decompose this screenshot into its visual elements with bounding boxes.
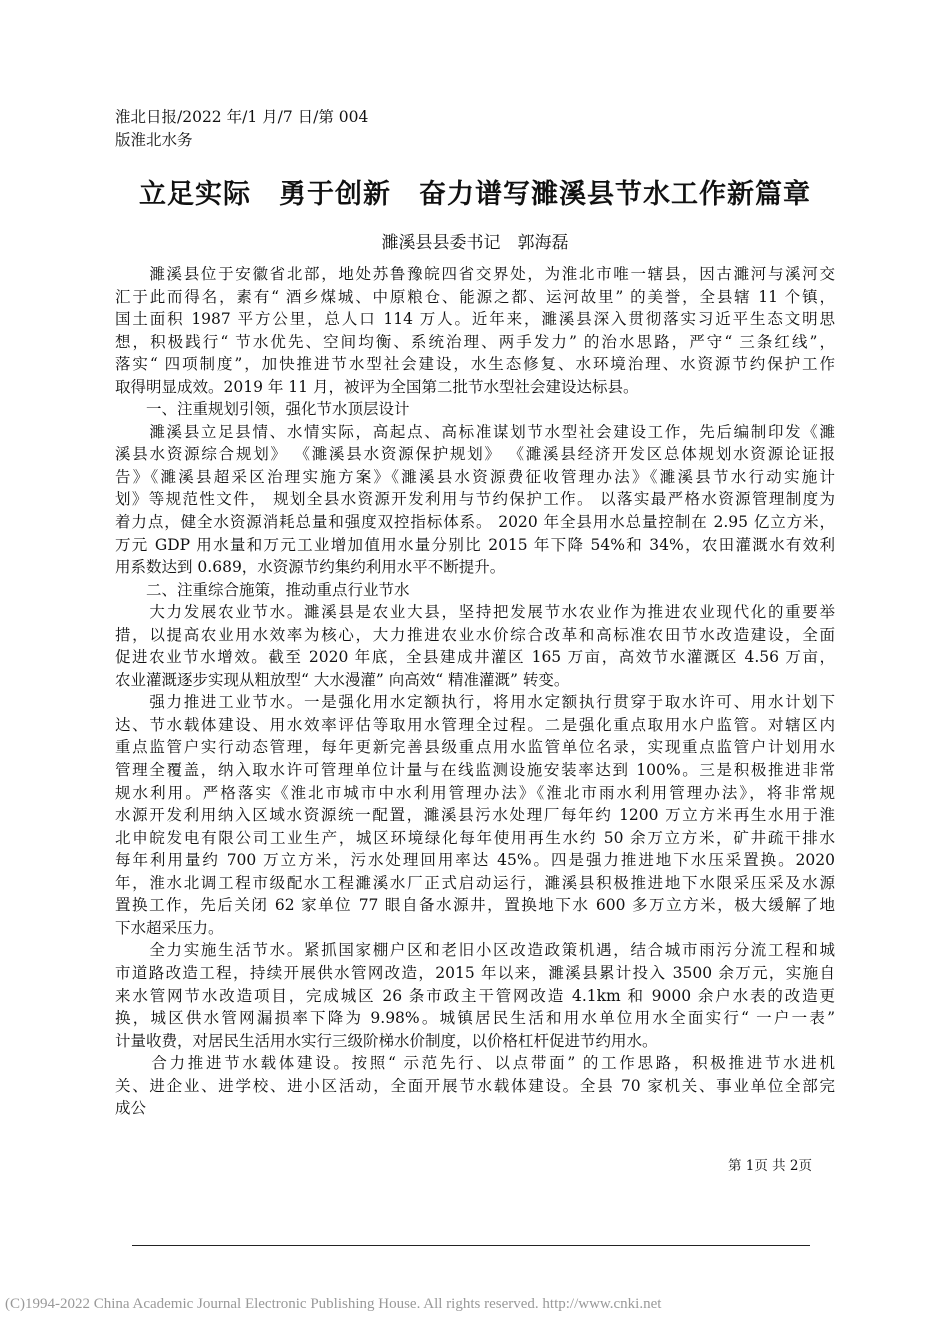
text-line: 合力推进节水载体建设。按照“ 示范先行、以点带面” 的工作思路，积极推进节水进机 bbox=[115, 1054, 835, 1073]
text-line: 市道路改造工程，持续开展供水管网改造，2015 年以来，濉溪县累计投入 3500 余万元，实施自 bbox=[115, 963, 835, 982]
article-title: 立足实际 勇于创新 奋力谱写濉溪县节水工作新篇章 bbox=[139, 179, 811, 210]
text-line: 水源开发利用纳入区域水资源统一配置，濉溪县污水处理厂每年约 1200 万立方米再生水用于淮 bbox=[115, 806, 835, 825]
text-line: 二、注重综合施策，推动重点行业节水 bbox=[115, 580, 410, 599]
text-line: 北申皖发电有限公司工业生产，城区环境绿化每年使用再生水约 50 余万立方米，矿井疏干排水 bbox=[115, 828, 835, 847]
text-line: 措，以提高农业用水效率为核心，大力推进农业水价综合改革和高标准农田节水改造建设，全面 bbox=[115, 625, 835, 644]
text-line: 置换工作，先后关闭 62 家单位 77 眼自备水源井，置换地下水 600 多万立方米，极大缓解了地 bbox=[115, 896, 835, 915]
paragraph bbox=[115, 421, 835, 579]
text-line: 达、节水载体建设、用水效率评估等取用水管理全过程。二是强化重点取用水户监管。对辖区内 bbox=[115, 715, 835, 734]
text-line: 年，淮水北调工程市级配水工程濉溪水厂正式启动运行，濉溪县积极推进地下水限采压采及水源 bbox=[115, 873, 835, 892]
text-line: 关、进企业、进学校、进小区活动，全面开展节水载体建设。全县 70 家机关、事业单位全部完 bbox=[115, 1076, 835, 1095]
text-line: 大力发展农业节水。濉溪县是农业大县，坚持把发展节水农业作为推进农业现代化的重要举 bbox=[115, 603, 835, 622]
paragraph bbox=[115, 1052, 835, 1120]
source-line-2: 版淮北水务 bbox=[115, 131, 193, 149]
text-line: 促进农业节水增效。截至 2020 年底，全县建成井灌区 165 万亩，高效节水灌溉区 4.56 万亩， bbox=[115, 648, 835, 667]
text-line: 着力点，健全水资源消耗总量和强度双控指标体系。 2020 年全县用水总量控制在 2.95 亿立方米， bbox=[115, 513, 835, 532]
paragraph bbox=[115, 691, 835, 939]
text-line: 换，城区供水管网漏损率下降为 9.98%。城镇居民生活和用水单位用水全面实行“ 一户一表” bbox=[115, 1009, 835, 1028]
text-line: 濉溪县位于安徽省北部，地处苏鲁豫皖四省交界处，为淮北市唯一辖县，因古濉河与溪河交 bbox=[115, 265, 835, 283]
text-line: 取得明显成效。2019 年 11 月，被评为全国第二批节水型社会建设达标县。 bbox=[115, 377, 639, 396]
text-line: 管理全覆盖，纳入取水许可管理单位计量与在线监测设施安装率达到 100%。三是积极推进非常 bbox=[115, 761, 835, 780]
text-line: 计量收费，对居民生活用水实行三级阶梯水价制度，以价格杠杆促进节约用水。 bbox=[115, 1031, 658, 1050]
paragraph bbox=[115, 579, 835, 602]
paragraph bbox=[115, 398, 835, 421]
paragraph bbox=[115, 601, 835, 691]
text-line: 汇于此而得名，素有“ 酒乡煤城、中原粮仓、能源之都、运河故里” 的美誉，全县辖 11 个镇， bbox=[115, 287, 835, 306]
footer-divider bbox=[132, 1245, 810, 1246]
text-line: 濉溪县立足县情、水情实际，高起点、高标准谋划节水型社会建设工作，先后编制印发《濉 bbox=[115, 422, 835, 441]
text-line: 划》等规范性文件， 规划全县水资源开发利用与节约保护工作。 以落实最严格水资源管理制度为 bbox=[115, 490, 835, 509]
article-author: 濉溪县县委书记 郭海磊 bbox=[381, 233, 569, 253]
text-line: 农业灌溉逐步实现从粗放型“ 大水漫灌” 向高效“ 精准灌溉” 转变。 bbox=[115, 670, 570, 689]
text-line: 强力推进工业节水。一是强化用水定额执行，将用水定额执行贯穿于取水许可、用水计划下 bbox=[115, 693, 835, 712]
page-number: 第 1页 共 2页 bbox=[727, 1158, 812, 1174]
text-line: 落实“ 四项制度”，加快推进节水型社会建设，水生态修复、水环境治理、水资源节约保护工作 bbox=[115, 355, 835, 374]
text-line: 溪县水资源综合规划》 《濉溪县水资源保护规划》 《濉溪县经济开发区总体规划水资源论证报 bbox=[115, 445, 835, 464]
text-line: 下水超采压力。 bbox=[115, 918, 224, 937]
text-line: 国土面积 1987 平方公里，总人口 114 万人。近年来，濉溪县深入贯彻落实习近平生态文明思 bbox=[115, 310, 835, 329]
text-line: 成公 bbox=[115, 1099, 147, 1118]
text-line: 来水管网节水改造项目，完成城区 26 条市政主干管网改造 4.1km 和 9000 余户水表的改造更 bbox=[115, 986, 835, 1005]
article-body bbox=[115, 263, 835, 1120]
text-line: 万元 GDP 用水量和万元工业增加值用水量分别比 2015 年下降 54%和 34%，农田灌溉水有效利 bbox=[115, 535, 835, 554]
copyright-notice: (C)1994-2022 China Academic Journal Electronic Publishing House. All rights reserved. http://www.cnki.net bbox=[5, 1296, 662, 1312]
text-line: 告》《濉溪县超采区治理实施方案》《濉溪县水资源费征收管理办法》《濉溪县节水行动实施计 bbox=[115, 467, 835, 486]
text-line: 每年利用量约 700 万立方米，污水处理回用率达 45%。四是强力推进地下水压采置换。2020 bbox=[115, 851, 835, 870]
text-line: 用系数达到 0.689，水资源节约集约利用水平不断提升。 bbox=[115, 558, 506, 577]
paragraph bbox=[115, 939, 835, 1052]
text-line: 重点监管户实行动态管理，每年更新完善县级重点用水监管单位名录，实现重点监管户计划用水 bbox=[115, 738, 835, 757]
source-line-1: 淮北日报/2022 年/1 月/7 日/第 004 bbox=[115, 108, 369, 126]
text-line: 规水利用。严格落实《淮北市城市中水利用管理办法》《淮北市雨水利用管理办法》，将非常规 bbox=[115, 783, 835, 802]
paragraph bbox=[115, 263, 835, 398]
text-line: 一、注重规划引领，强化节水顶层设计 bbox=[115, 400, 410, 419]
text-line: 全力实施生活节水。紧抓国家棚户区和老旧小区改造政策机遇，结合城市雨污分流工程和城 bbox=[115, 941, 835, 960]
source-line bbox=[115, 106, 368, 152]
text-line: 想，积极践行“ 节水优先、空间均衡、系统治理、两手发力” 的治水思路，严守“ 三条红线”， bbox=[115, 332, 835, 351]
